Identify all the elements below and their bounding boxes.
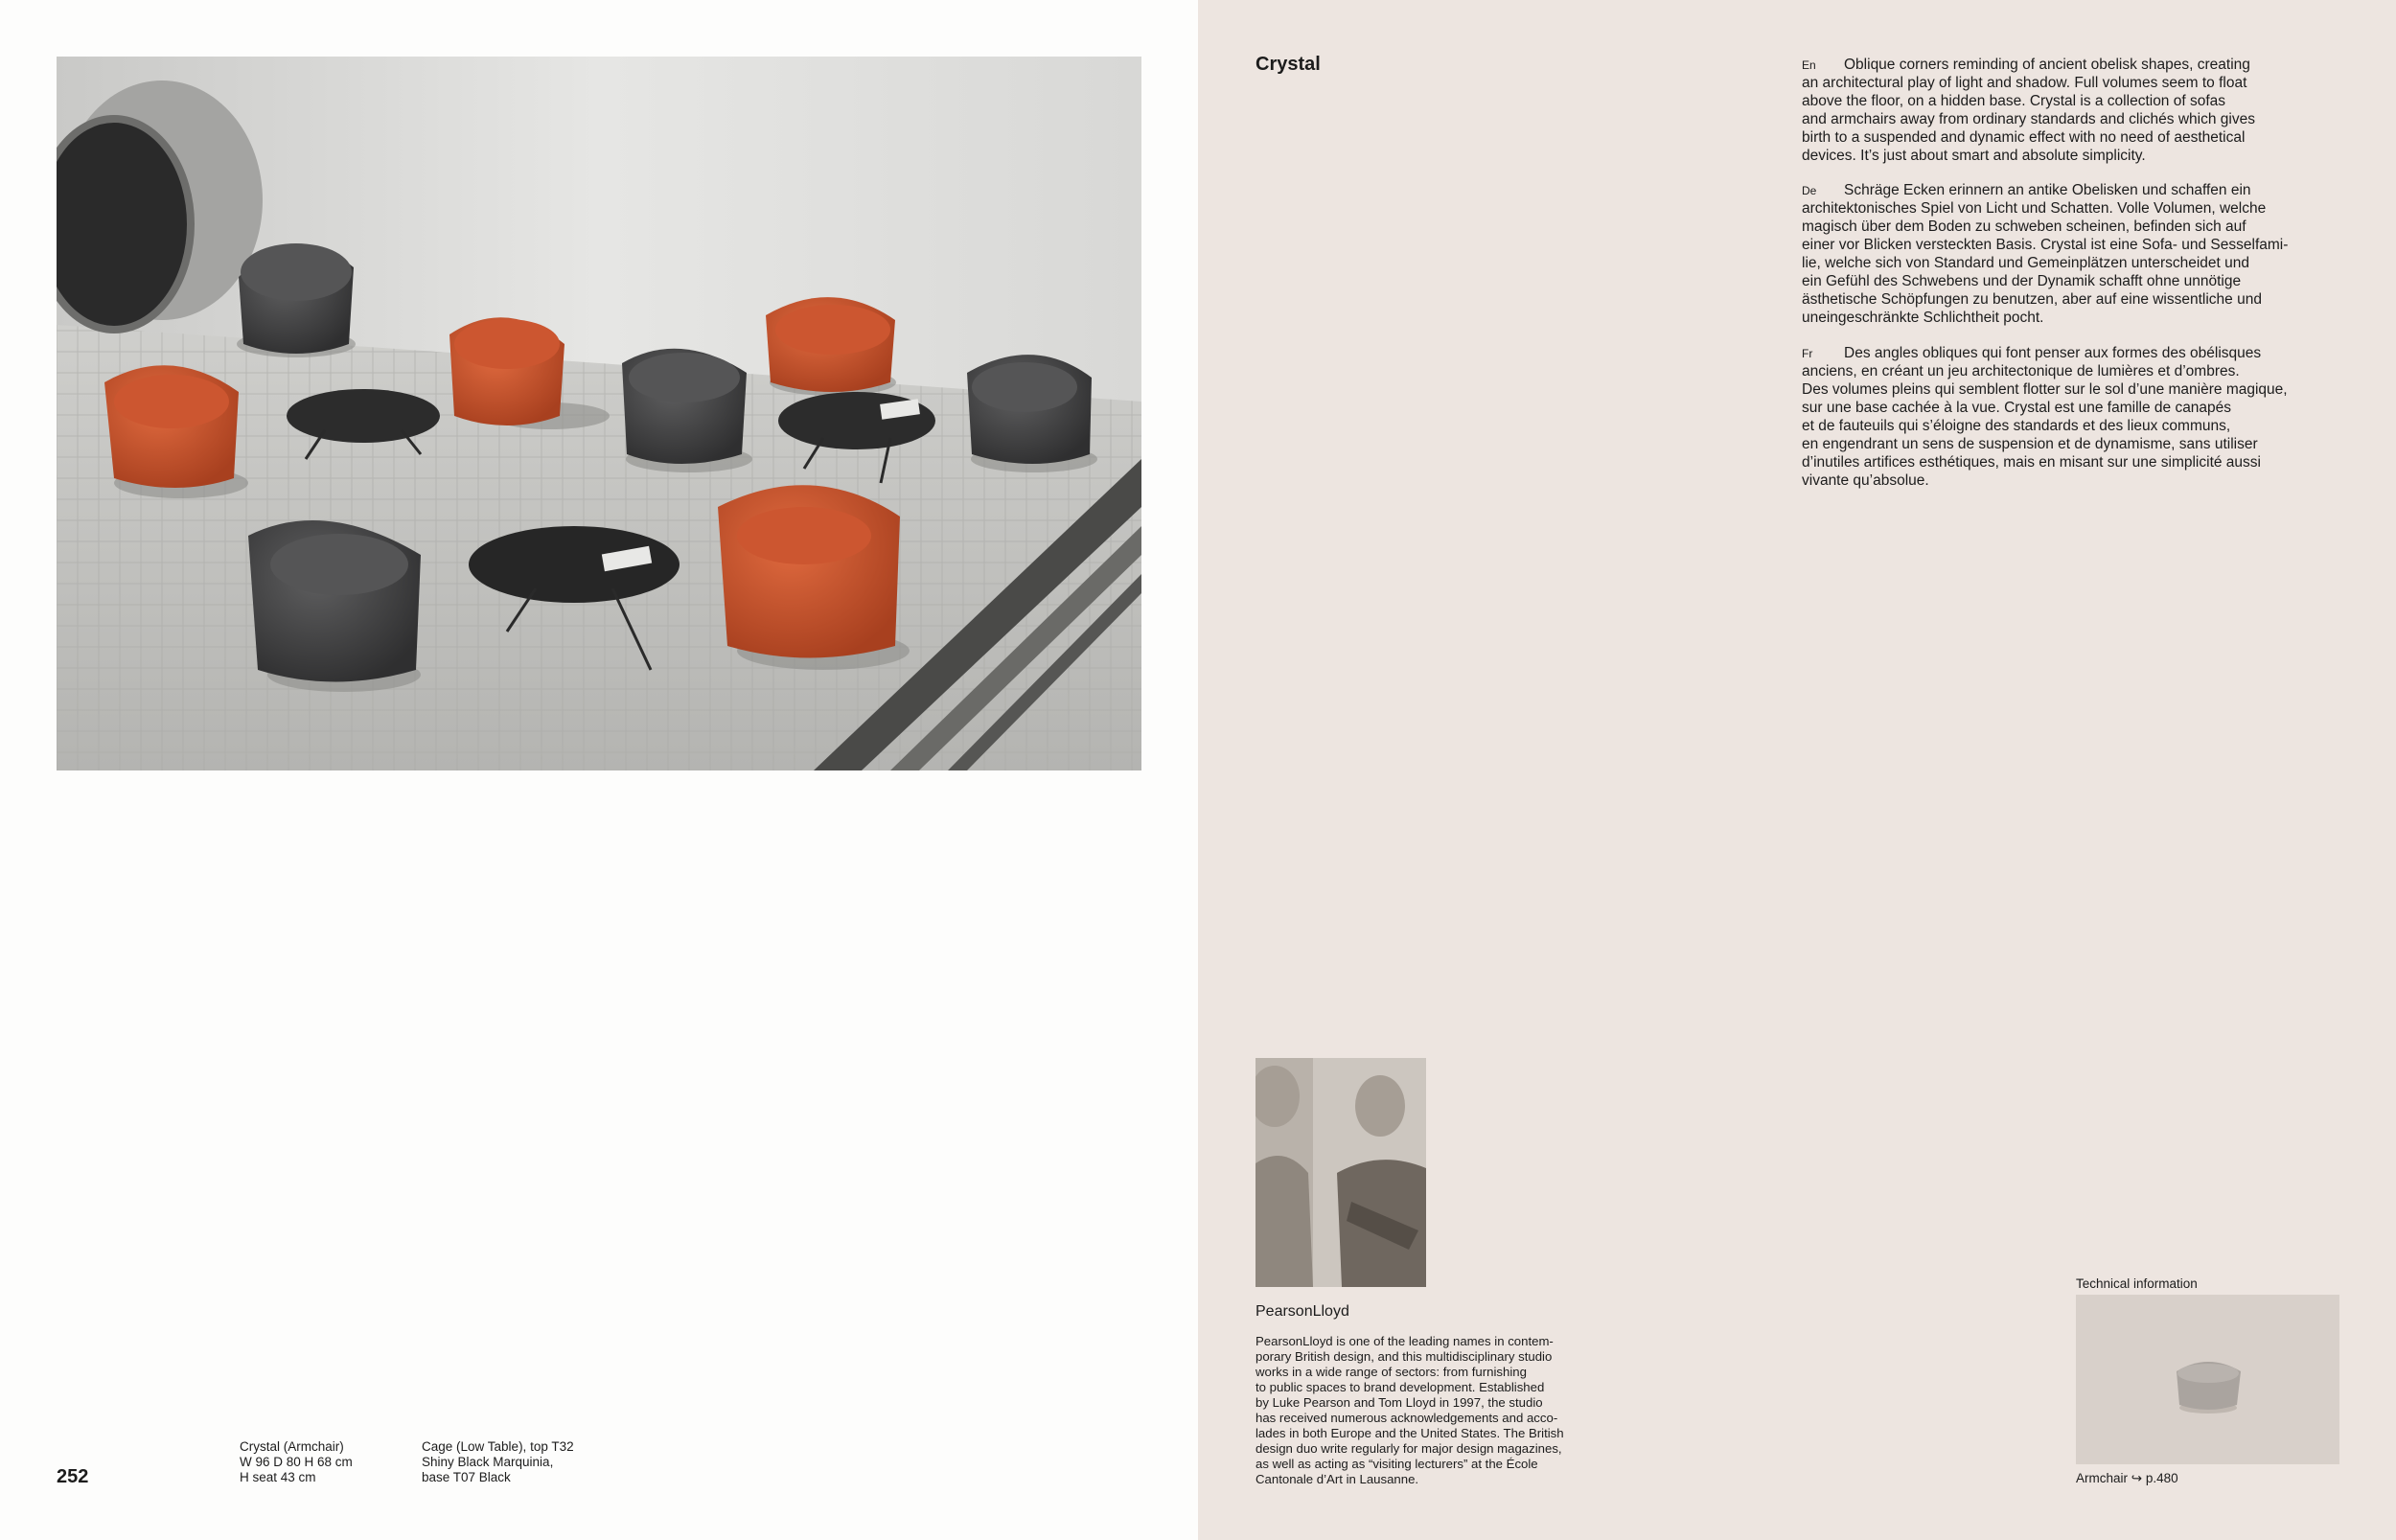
text-line: birth to a suspended and dynamic effect with no need of aesthetical bbox=[1802, 129, 2246, 146]
table-caption bbox=[422, 1439, 574, 1485]
text-line: devices. It’s just about smart and absolute simplicity. bbox=[1802, 148, 2146, 164]
technical-info-label: Technical information bbox=[2076, 1276, 2198, 1291]
caption-line: base T07 Black bbox=[422, 1470, 511, 1484]
text-line: en engendrant un sens de suspension et de dynamisme, sans utiliser bbox=[1802, 436, 2258, 452]
text-line: magisch über dem Boden zu schweben scheinen, befinden sich auf bbox=[1802, 218, 2246, 235]
caption-line: Shiny Black Marquinia, bbox=[422, 1455, 554, 1469]
product-photo bbox=[57, 57, 1141, 770]
text-line: anciens, en créant un jeu architectonique de lumières et d’ombres. bbox=[1802, 363, 2240, 379]
designer-name: PearsonLloyd bbox=[1256, 1303, 1349, 1320]
text-line: einer vor Blicken versteckten Basis. Crystal ist eine Sofa- und Sesselfami- bbox=[1802, 237, 2289, 253]
caption-line: Crystal (Armchair) bbox=[240, 1439, 344, 1454]
text-line: et de fauteuils qui s’éloigne des standards et des lieux communs, bbox=[1802, 418, 2231, 434]
caption-line: H seat 43 cm bbox=[240, 1470, 316, 1484]
description-text bbox=[1802, 344, 2338, 490]
description-text bbox=[1802, 181, 2338, 327]
language-code: De bbox=[1802, 184, 1817, 197]
text-line: Oblique corners reminding of ancient obelisk shapes, creating bbox=[1844, 57, 2250, 73]
text-line: d’inutiles artifices esthétiques, mais en misant sur une simplicité aussi bbox=[1802, 454, 2261, 471]
armchair-thumbnail bbox=[2076, 1295, 2339, 1464]
bio-line: works in a wide range of sectors: from furnishing bbox=[1256, 1365, 1527, 1379]
text-line: Schräge Ecken erinnern an antike Obelisken und schaffen ein bbox=[1844, 182, 2251, 198]
bio-line: design duo write regularly for major design magazines, bbox=[1256, 1441, 1562, 1456]
page-number: 252 bbox=[57, 1466, 89, 1487]
text-line: Des angles obliques qui font penser aux formes des obélisques bbox=[1844, 345, 2262, 361]
bio-line: to public spaces to brand development. Established bbox=[1256, 1380, 1545, 1394]
text-line: an architectural play of light and shadow. Full volumes seem to float bbox=[1802, 75, 2247, 91]
language-code: En bbox=[1802, 58, 1816, 72]
text-line: ästhetische Schöpfungen zu benutzen, aber auf eine wissentliche und bbox=[1802, 291, 2262, 308]
description-fr bbox=[1802, 344, 2338, 490]
bio-line: porary British design, and this multidisciplinary studio bbox=[1256, 1349, 1553, 1364]
caption-line: Cage (Low Table), top T32 bbox=[422, 1439, 574, 1454]
armchair-page-reference: Armchair ↪ p.480 bbox=[2076, 1471, 2178, 1485]
text-line: sur une base cachée à la vue. Crystal est une famille de canapés bbox=[1802, 400, 2232, 416]
text-line: uneingeschränkte Schlichtheit pocht. bbox=[1802, 310, 2044, 326]
bio-line: PearsonLloyd is one of the leading names in contem- bbox=[1256, 1334, 1554, 1348]
description-de bbox=[1802, 181, 2338, 327]
bio-line: lades in both Europe and the United States. The British bbox=[1256, 1426, 1564, 1440]
language-code: Fr bbox=[1802, 347, 1813, 360]
bio-line: by Luke Pearson and Tom Lloyd in 1997, the studio bbox=[1256, 1395, 1543, 1410]
text-line: above the floor, on a hidden base. Crystal is a collection of sofas bbox=[1802, 93, 2226, 109]
description-text bbox=[1802, 56, 2338, 165]
text-line: lie, welche sich von Standard und Gemeinplätzen unterscheidet und bbox=[1802, 255, 2250, 271]
armchair-caption bbox=[240, 1439, 353, 1485]
text-line: and armchairs away from ordinary standards and clichés which gives bbox=[1802, 111, 2255, 127]
designer-bio bbox=[1256, 1334, 1564, 1487]
bio-line: as well as acting as “visiting lecturers” at the École bbox=[1256, 1457, 1538, 1471]
text-line: vivante qu’absolue. bbox=[1802, 472, 1929, 489]
caption-line: W 96 D 80 H 68 cm bbox=[240, 1455, 353, 1469]
text-line: Des volumes pleins qui semblent flotter sur le sol d’une manière magique, bbox=[1802, 381, 2288, 398]
text-line: architektonisches Spiel von Licht und Schatten. Volle Volumen, welche bbox=[1802, 200, 2267, 217]
text-line: ein Gefühl des Schwebens und der Dynamik schafft ohne unnötige bbox=[1802, 273, 2242, 289]
designer-portrait bbox=[1256, 1058, 1426, 1287]
product-title: Crystal bbox=[1256, 54, 1321, 75]
bio-line: has received numerous acknowledgements and acco- bbox=[1256, 1411, 1558, 1425]
description-en bbox=[1802, 56, 2338, 165]
bio-line: Cantonale d’Art in Lausanne. bbox=[1256, 1472, 1419, 1486]
